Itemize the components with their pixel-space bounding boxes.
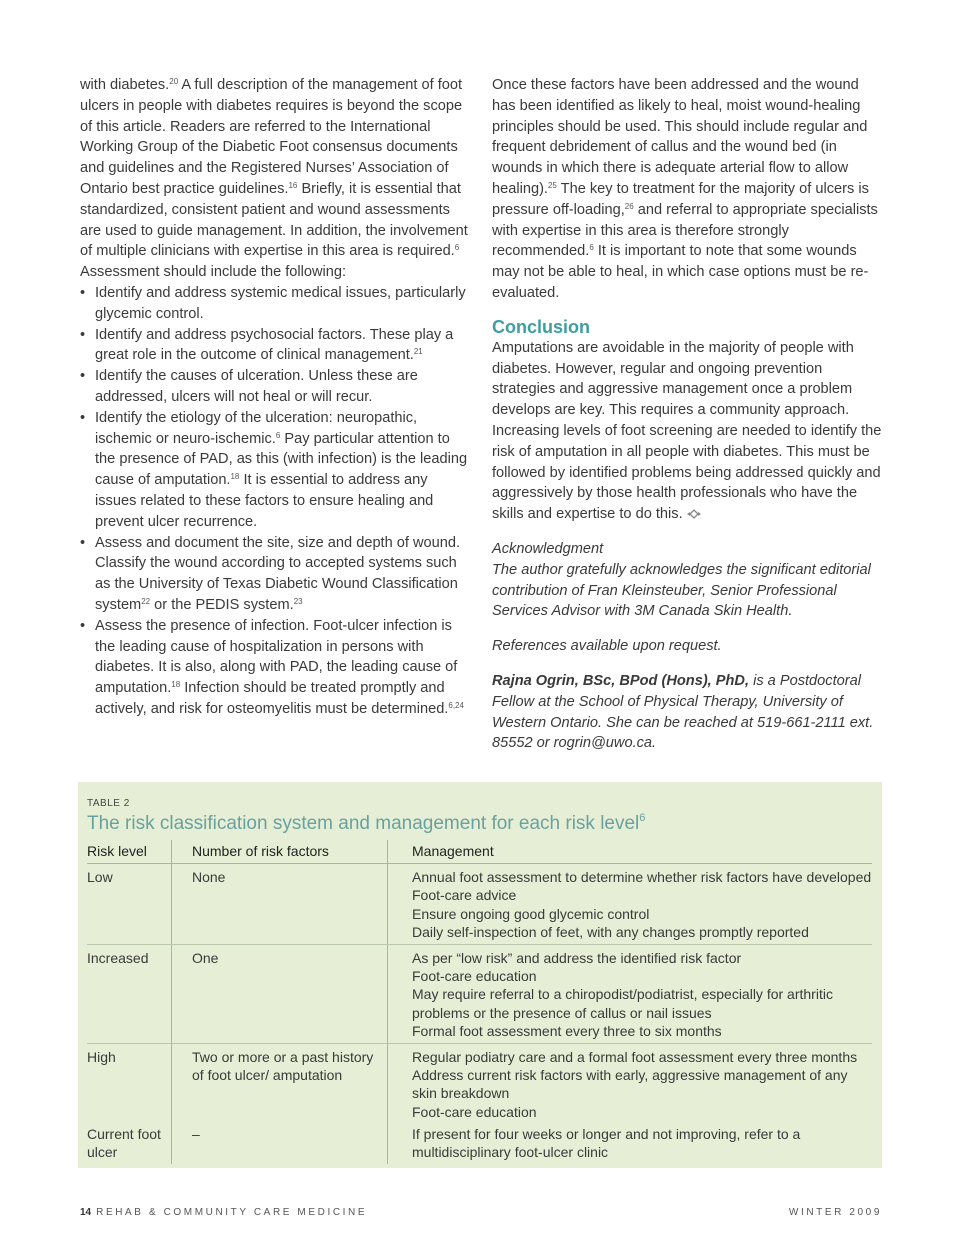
issue-date: WINTER 2009 [788,1207,882,1218]
table-row [87,1044,872,1121]
author-bio: Rajna Ogrin, BSc, BPod (Hons), PhD, is a Postdoctoral Fellow at the School of Physical Therapy, University of Western Ontario. She can be reached at 519-661-2111 ext. 85552 or rogrin@uwo.ca. [492,672,874,752]
list-item: • Assess and document the site, size and depth of wound. Classify the wound according to accepted systems such as the University of Texas Diabetic Wound Classification system$^{22}$ or the PEDIS system.$^{23}$ [80,533,472,616]
risk-level-cell: Current foot ulcer [87,1125,161,1161]
references-note: References available upon request. [492,638,722,655]
left-column [80,75,472,720]
list-item: • Identify the etiology of the ulceration: neuropathic, ischemic or neuro-ischemic.$^6$ Pay particular attention to the presence of PAD, as this (with infection) is the leading cause of amputation.$^{18}$ It is essential to address any issues related to these factors to ensure healing and prevent ulcer recurrence. [80,408,472,533]
risk-classification-table-box [78,782,882,1168]
magazine-name: REHAB & COMMUNITY CARE MEDICINE [96,1207,368,1218]
risk-factors-cell: One [172,945,388,1044]
conclusion-paragraph: Amputations are avoidable in the majority of people with diabetes. However, regular and ongoing prevention strategies and aggressive management once a problem develops are key. This requires a community approach. Increasing levels of foot screening are needed to identify the risk of amputation in all people with diabetes. This must be followed by identified problems being addressed quickly and aggressively by those health professionals who have the skills and expertise to do this. [492,339,882,523]
risk-factors-cell: None [172,864,388,945]
column-header-risk-factors: Number of risk factors [172,840,388,864]
management-cell: As per “low risk” and address the identified risk factor Foot-care education May require referral to a chiropodist/podiatrist, especially for arthritic problems or the presence of callus or nail issues Formal foot assessment every three to six months [388,945,873,1044]
risk-level-cell: High [87,1049,116,1066]
table-title: The risk classification system and management for each risk level$^6$ [87,812,646,834]
list-item: • Identify the causes of ulceration. Unless these are addressed, ulcers will not heal or will recur. [80,366,472,408]
assessment-list [80,283,472,720]
risk-factors-cell: – [172,1121,388,1164]
table-row [87,1121,872,1164]
list-item: • Assess the presence of infection. Foot-ulcer infection is the leading cause of hospitalization in persons with diabetes. It is also, along with PAD, the leading cause of amputation.$^{18}$ Infection should be treated promptly and actively, and risk for osteomyelitis must be determined.$^{6,24}$ [80,616,472,720]
right-column [492,75,884,754]
table-header-row [87,840,872,864]
risk-level-cell: Low [87,864,172,945]
acknowledgment-text: The author gratefully acknowledges the significant editorial contribution of Fran Kleinsteuber, Senior Professional Services Advisor with 3M Canada Skin Health. [492,561,871,620]
management-cell: Annual foot assessment to determine whether risk factors have developed Foot-care advice Ensure ongoing good glycemic control Daily self-inspection of feet, with any changes promptly reported [388,864,873,945]
page-footer-left [80,1207,367,1218]
management-cell: Regular podiatry care and a formal foot assessment every three months Address current risk factors with early, aggressive management of any skin breakdown Foot-care education [388,1044,873,1121]
page-number: 14 [80,1207,92,1218]
list-item: • Identify and address psychosocial factors. These play a great role in the outcome of clinical management.$^{21}$ [80,325,472,367]
conclusion-heading: Conclusion [492,316,590,337]
column-header-risk-level: Risk level [87,840,172,864]
table-label: TABLE 2 [87,798,130,809]
risk-factors-cell: Two or more or a past history of foot ulcer/ amputation [172,1044,388,1121]
list-item: • Identify and address systemic medical issues, particularly glycemic control. [80,283,472,325]
column-header-management: Management [388,840,873,864]
treatment-paragraph: Once these factors have been addressed and the wound has been identified as likely to heal, moist wound-healing principles should be used. This should include regular and frequent debridement of callus and the wound bed (in wounds in which there is adequate arterial flow to allow healing).$^{25}$ The key to treatment for the majority of ulcers is pressure off-loading,$^{26}$ and referral to appropriate specialists with expertise in this area is therefore strongly recommended.$^6$ It is important to note that some wounds may not be able to heal, in which case options must be re-evaluated. [492,77,878,301]
author-name: Rajna Ogrin, BSc, BPod (Hons), PhD, [492,672,750,689]
table-row [87,864,872,945]
table-row [87,945,872,1044]
management-cell: If present for four weeks or longer and not improving, refer to a multidisciplinary foot-ulcer clinic [388,1121,873,1164]
end-of-article-icon [686,509,702,519]
risk-level-cell: Increased [87,945,172,1044]
intro-paragraph: with diabetes.$^{20}$ A full description of the management of foot ulcers in people with diabetes requires is beyond the scope of this article. Readers are referred to the International Working Group of the Diabetic Foot consensus documents and guidelines and the Registered Nurses’ Association of Ontario best practice guidelines.$^{16}$ Briefly, it is essential that standardized, consistent patient and wound assessments are used to guide management. In addition, the involvement of multiple clinicians with expertise in this area is required.$^6$ Assessment should include the following: [80,77,468,281]
risk-table [87,840,872,1164]
acknowledgment-heading: Acknowledgment [492,540,604,557]
